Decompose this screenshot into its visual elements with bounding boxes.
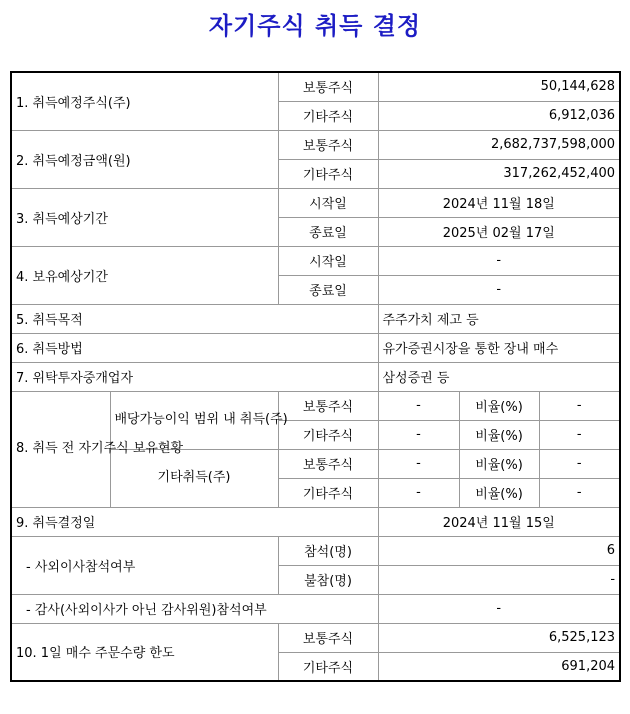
ratio-value: - [539, 478, 620, 507]
cell-label: 보통주식 [278, 72, 378, 101]
cell-value: 6 [378, 536, 620, 565]
cell-value: - [378, 275, 620, 304]
cell-value: - [378, 391, 459, 420]
row-label: 3. 취득예상기간 [11, 188, 278, 246]
cell-value: - [378, 594, 620, 623]
page-title: 자기주식 취득 결정 [208, 11, 422, 40]
cell-label: 기타주식 [278, 101, 378, 130]
table-row [11, 391, 620, 420]
cell-label: 참석(명) [278, 536, 378, 565]
table-row [11, 507, 620, 536]
ratio-value: - [539, 391, 620, 420]
cell-label: 시작일 [278, 246, 378, 275]
cell-label: 시작일 [278, 188, 378, 217]
cell-label: 보통주식 [278, 623, 378, 652]
table-row [11, 623, 620, 652]
table-row [11, 304, 620, 333]
cell-value: 주주가치 제고 등 [378, 304, 620, 333]
row-label: - 감사(사외이사가 아닌 감사위원)참석여부 [11, 594, 378, 623]
table-row [11, 536, 620, 565]
row-label: 5. 취득목적 [11, 304, 378, 333]
cell-value: 691,204 [378, 652, 620, 681]
row-label: 6. 취득방법 [11, 333, 378, 362]
cell-value: 삼성증권 등 [378, 362, 620, 391]
cell-value: 2024년 11월 15일 [378, 507, 620, 536]
cell-label: 기타주식 [278, 478, 378, 507]
row-label: 4. 보유예상기간 [11, 246, 278, 304]
cell-value: - [378, 246, 620, 275]
table-row [11, 362, 620, 391]
ratio-label: 비율(%) [459, 391, 539, 420]
cell-label: 보통주식 [278, 130, 378, 159]
cell-value: - [378, 478, 459, 507]
ratio-value: - [539, 420, 620, 449]
cell-value: 유가증권시장을 통한 장내 매수 [378, 333, 620, 362]
cell-value: 50,144,628 [378, 72, 620, 101]
cell-value: - [378, 420, 459, 449]
cell-value: 2025년 02월 17일 [378, 217, 620, 246]
cell-label: 불참(명) [278, 565, 378, 594]
cell-value: 6,912,036 [378, 101, 620, 130]
cell-value: - [378, 565, 620, 594]
table-row [11, 188, 620, 217]
ratio-label: 비율(%) [459, 478, 539, 507]
cell-label: 보통주식 [278, 449, 378, 478]
ratio-value: - [539, 449, 620, 478]
row-label: 2. 취득예정금액(원) [11, 130, 278, 188]
table-row [11, 72, 620, 101]
row-label: 8. 취득 전 자기주식 보유현황 [11, 391, 110, 507]
table-row [11, 594, 620, 623]
cell-value: 2024년 11월 18일 [378, 188, 620, 217]
row-label: 7. 위탁투자중개업자 [11, 362, 378, 391]
table-row [11, 246, 620, 275]
cell-label: 종료일 [278, 275, 378, 304]
row-label: 10. 1일 매수 주문수량 한도 [11, 623, 278, 681]
table-row [11, 130, 620, 159]
ratio-label: 비율(%) [459, 420, 539, 449]
cell-label: 기타주식 [278, 159, 378, 188]
group-label: 기타취득(주) [110, 449, 278, 507]
row-label: 9. 취득결정일 [11, 507, 378, 536]
group-label: 배당가능이익 범위 내 취득(주) [110, 391, 278, 449]
row-label: 1. 취득예정주식(주) [11, 72, 278, 130]
cell-label: 보통주식 [278, 391, 378, 420]
cell-label: 종료일 [278, 217, 378, 246]
table-row [11, 333, 620, 362]
cell-value: 2,682,737,598,000 [378, 130, 620, 159]
cell-value: 317,262,452,400 [378, 159, 620, 188]
disclosure-table [10, 71, 621, 682]
cell-value: - [378, 449, 459, 478]
ratio-label: 비율(%) [459, 449, 539, 478]
cell-label: 기타주식 [278, 652, 378, 681]
cell-label: 기타주식 [278, 420, 378, 449]
row-label: - 사외이사참석여부 [11, 536, 278, 594]
cell-value: 6,525,123 [378, 623, 620, 652]
